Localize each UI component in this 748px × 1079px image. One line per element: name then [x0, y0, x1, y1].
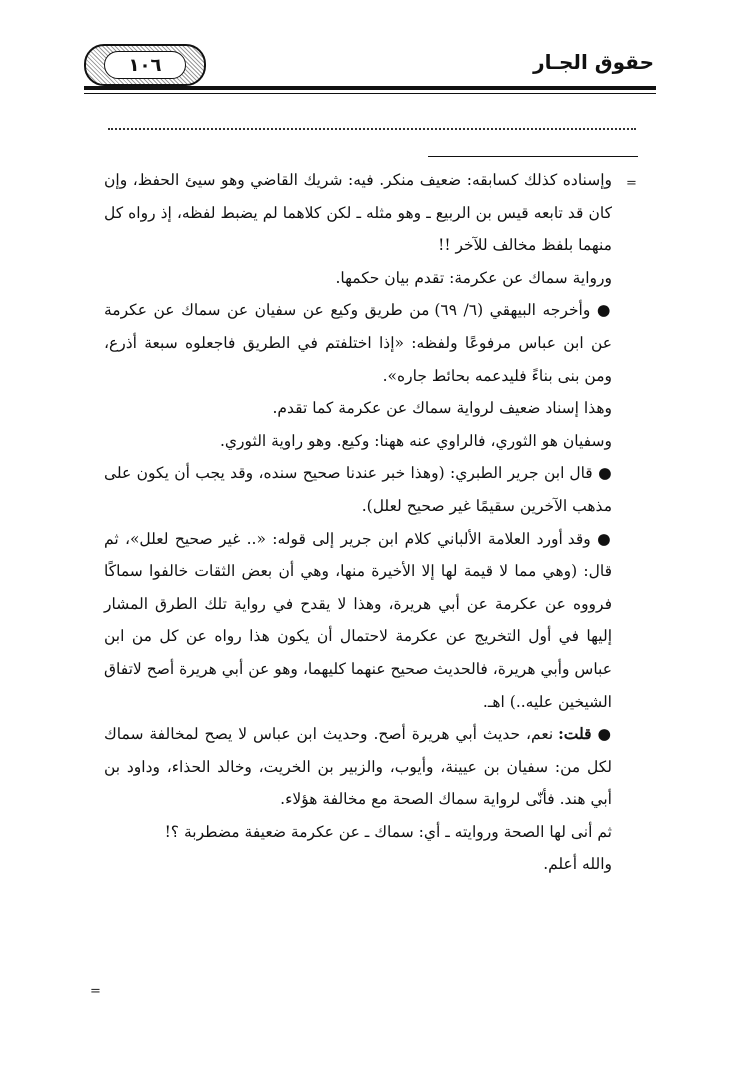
- footnote-body: [104, 164, 612, 881]
- paragraph-text: وأخرجه البيهقي (٦/ ٦٩) من طريق وكيع عن سفيان عن سماك عن عكرمة عن ابن عباس مرفوعًا ولفظه: «إذا اختلفتم في الطريق فاجعلوه سبعة أذرع، ومن بنى بناءً فليدعمه بحائط جاره».: [104, 301, 612, 385]
- paragraph-text: ورواية سماك عن عكرمة: تقدم بيان حكمها.: [335, 268, 612, 287]
- paragraph: [104, 164, 612, 262]
- paragraph: [104, 457, 612, 522]
- paragraph-text: وسفيان هو الثوري، فالراوي عنه ههنا: وكيع. وهو راوية الثوري.: [219, 431, 612, 450]
- running-title: حقوق الجـار: [533, 50, 654, 74]
- page-header: [84, 40, 654, 90]
- margin-mark-top: =: [626, 176, 637, 191]
- paragraph: [104, 816, 612, 849]
- paragraph: [104, 848, 612, 881]
- paragraph: [104, 718, 612, 816]
- paragraph: [104, 392, 612, 425]
- header-rule-thick: [84, 86, 656, 90]
- page-number: ١٠٦: [104, 51, 186, 79]
- dotted-separator: [108, 128, 636, 130]
- header-rule-thin: [84, 93, 656, 94]
- paragraph: [104, 523, 612, 719]
- bullet-icon: ●: [596, 300, 612, 320]
- bullet-icon: ●: [597, 724, 612, 744]
- paragraph-text: والله أعلم.: [543, 855, 612, 874]
- page-number-badge: [84, 44, 206, 86]
- paragraph-text: نعم، حديث أبي هريرة أصح. وحديث ابن عباس لا يصح لمخالفة سماك لكل من: سفيان بن عيينة، وأيوب، والزبير بن الخريت، وخالد الحذاء، وداود بن أبي هند. فأنّى لرواية سماك الصحة مع مخالفة هؤلاء.: [104, 725, 612, 809]
- margin-mark-bottom: =: [90, 984, 101, 999]
- paragraph-lead: قلت:: [558, 724, 592, 744]
- paragraph-text: وإسناده كذلك كسابقه: ضعيف منكر. فيه: شريك القاضي وهو سيئ الحفظ، وإن كان قد تابعه قيس بن الربيع ـ وهو مثله ـ لكن كلاهما لم يضبط لفظه، إذ رواه كل منهما بلفظ مخالف للآخر !!: [104, 171, 612, 255]
- footnote-separator-rule: [428, 156, 638, 157]
- paragraph-text: وقد أورد العلامة الألباني كلام ابن جرير إلى قوله: «.. غير صحيح لعلل»، ثم قال: (وهي مما لا قيمة لها إلا الأخيرة منها، وهي أن بعض الثقات خالفوا سماكًا فرووه عن عكرمة عن أبي هريرة، وهذا لا يقدح في رواية تلك الطرق المشار إليها في أول التخريج عن عكرمة لاحتمال أن يكون هذا رواه عن كل من ابن عباس وأبي هريرة، فالحديث صحيح عنهما كليهما، وهو عن أبي هريرة أصح لاتفاق الشيخين عليه..) اهـ.: [104, 529, 612, 711]
- paragraph: [104, 262, 612, 295]
- paragraph-text: وهذا إسناد ضعيف لرواية سماك عن عكرمة كما تقدم.: [272, 399, 612, 418]
- bullet-icon: ●: [597, 528, 612, 548]
- paragraph: [104, 294, 612, 392]
- bullet-icon: ●: [598, 463, 612, 483]
- paragraph-text: ثم أنى لها الصحة وروايته ـ أي: سماك ـ عن عكرمة ضعيفة مضطربة ؟!: [164, 822, 612, 841]
- paragraph-text: قال ابن جرير الطبري: (وهذا خبر عندنا صحيح سنده، وقد يجب أن يكون على مذهب الآخرين سقيمًا غير صحيح لعلل).: [104, 464, 612, 515]
- paragraph: [104, 425, 612, 458]
